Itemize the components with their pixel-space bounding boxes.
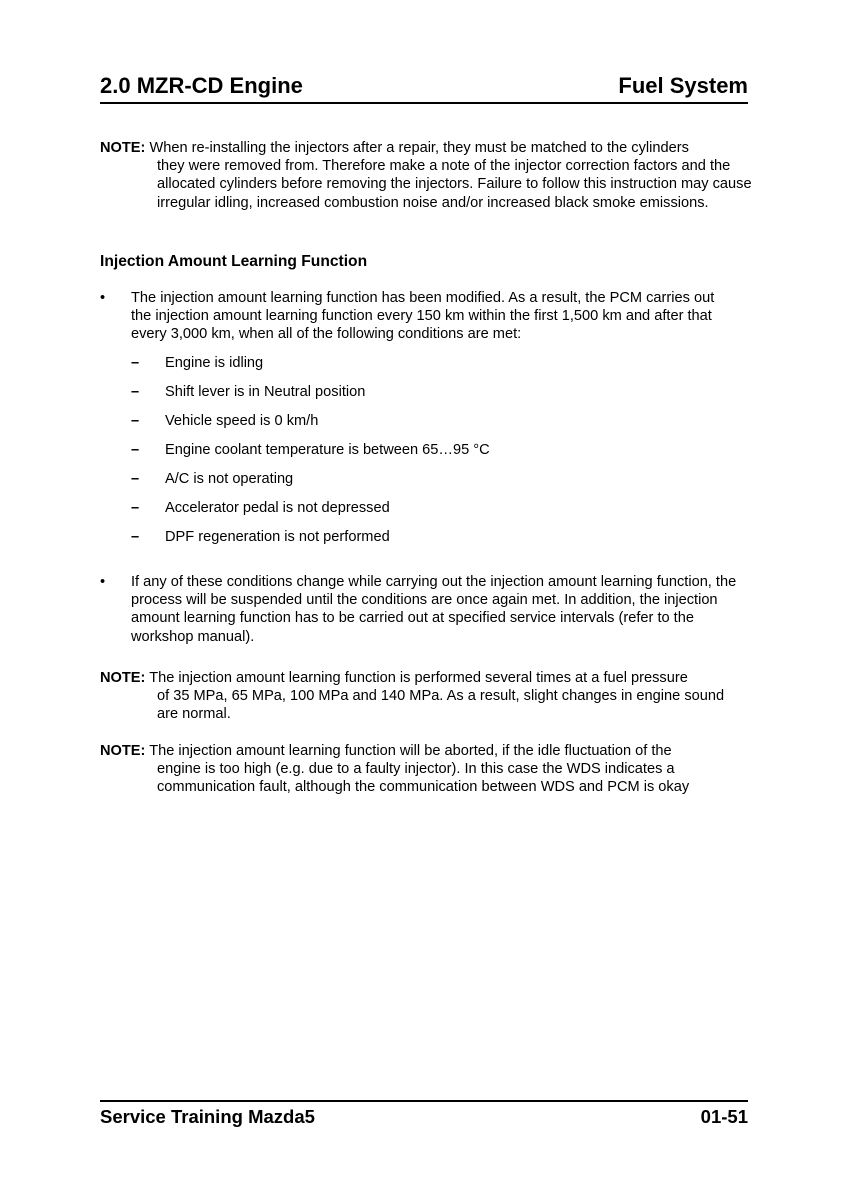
bullet-text: The injection amount learning function has been modified. As a result, the PCM carries out the injection amount learning function every 150 km within the first 1,500 km and after that every 3,000 km, when all of the following conditions are met: (131, 290, 715, 343)
condition-text: Shift lever is in Neutral position (165, 384, 366, 400)
bullet-text: If any of these conditions change while carrying out the injection amount learning function, the process will be suspended until the conditions are once again met. In addition, the injection amount learning function has to be carried out at specified service intervals (refer to the workshop manual). (131, 574, 737, 645)
dash-icon: – (131, 500, 140, 516)
condition-text: Accelerator pedal is not depressed (165, 500, 390, 516)
page-header (100, 72, 748, 104)
note-reinstalling-injectors (100, 139, 760, 212)
dash-icon: – (131, 384, 140, 400)
dash-icon: – (131, 355, 140, 371)
note-text-continuation: they were removed from. Therefore make a note of the injector correction factors and the allocated cylinders before removing the injectors. Failure to follow this instruction may cause irregular idling, increased combustion noise and/or increased black smoke emissions. (157, 158, 752, 211)
dash-icon: – (131, 471, 140, 487)
condition-text: Engine is idling (165, 355, 264, 371)
condition-text: A/C is not operating (165, 471, 294, 487)
note-text-first-line: The injection amount learning function will be aborted, if the idle fluctuation of the (145, 743, 672, 759)
header-section-title: Fuel System (618, 73, 748, 98)
note-text-first-line: The injection amount learning function is performed several times at a fuel pressure (145, 670, 688, 686)
dash-icon: – (131, 413, 140, 429)
note-fuel-pressure (100, 669, 760, 724)
condition-text: DPF regeneration is not performed (165, 529, 390, 545)
condition-text: Engine coolant temperature is between 65…95 °C (165, 442, 490, 458)
note-text-continuation: engine is too high (e.g. due to a faulty injector). In this case the WDS indicates a communication fault, although the communication between WDS and PCM is okay (157, 761, 690, 796)
note-label: NOTE: (100, 140, 146, 156)
bullet-icon: • (100, 574, 106, 590)
header-chapter-title: 2.0 MZR-CD Engine (100, 73, 303, 98)
page-number: 01-51 (700, 1106, 748, 1127)
condition-text: Vehicle speed is 0 km/h (165, 413, 319, 429)
note-label: NOTE: (100, 670, 146, 686)
note-text-first-line: When re-installing the injectors after a repair, they must be matched to the cylinders (145, 140, 689, 156)
note-aborted-function (100, 742, 760, 797)
dash-icon: – (131, 442, 140, 458)
page-footer (100, 1100, 748, 1132)
note-label: NOTE: (100, 743, 146, 759)
note-text-continuation: of 35 MPa, 65 MPa, 100 MPa and 140 MPa. As a result, slight changes in engine sound are normal. (157, 688, 725, 723)
dash-icon: – (131, 529, 140, 545)
footer-title: Service Training Mazda5 (100, 1106, 315, 1127)
section-heading: Injection Amount Learning Function (100, 253, 368, 270)
bullet-icon: • (100, 290, 106, 306)
